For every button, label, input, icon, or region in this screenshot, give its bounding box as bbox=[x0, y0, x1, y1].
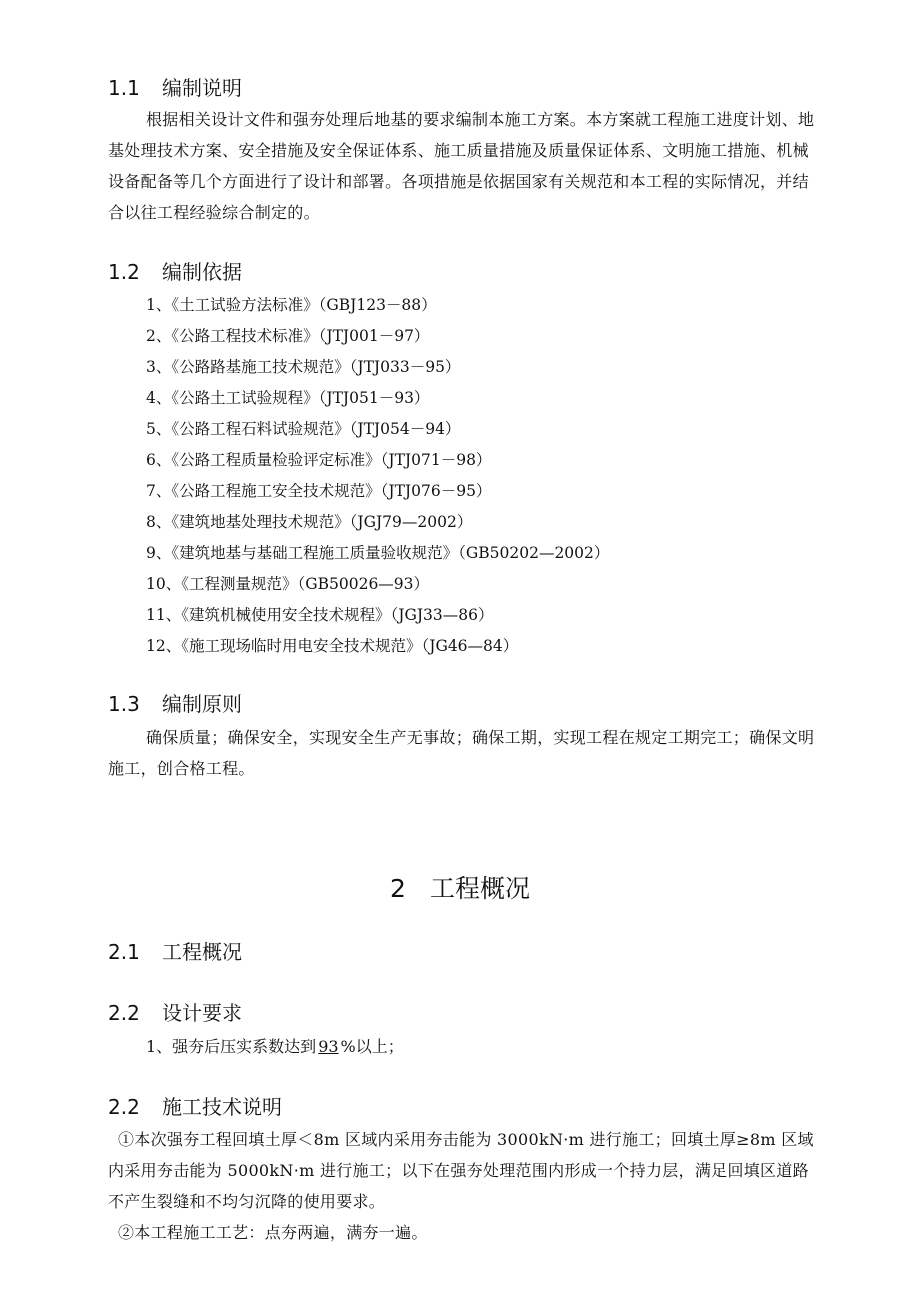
section-title: 编制依据 bbox=[162, 260, 242, 284]
design-requirement-item bbox=[146, 1031, 404, 1062]
section-heading-2-1 bbox=[108, 938, 242, 966]
reference-item: 9、《建筑地基与基础工程施工质量验收规范》（GB50202—2002） bbox=[146, 544, 610, 562]
chapter-heading-2 bbox=[0, 872, 920, 906]
reference-item: 5、《公路工程石料试验规范》（JTJ054－94） bbox=[146, 420, 461, 438]
section-title: 编制原则 bbox=[162, 692, 242, 716]
section-1-3-paragraph: 确保质量；确保安全，实现安全生产无事故；确保工期，实现工程在规定工期完工；确保文明施工，创合格工程。 bbox=[108, 728, 815, 778]
section-number: 2.1 bbox=[108, 940, 140, 964]
section-number: 2.2 bbox=[108, 1095, 140, 1119]
compaction-value: 93 bbox=[318, 1037, 339, 1056]
reference-list bbox=[146, 290, 609, 662]
section-number: 1.3 bbox=[108, 692, 140, 716]
section-title: 编制说明 bbox=[162, 76, 242, 100]
section-1-1-paragraph: 根据相关设计文件和强夯处理后地基的要求编制本施工方案。本方案就工程施工进度计划、地基处理技术方案、安全措施及安全保证体系、施工质量措施及质量保证体系、文明施工措施、机械设备配备等几个方面进行了设计和部署。各项措施是依据国家有关规范和本工程的实际情况，并结合以往工程经验综合制定的。 bbox=[108, 110, 815, 222]
reference-item: 8、《建筑地基处理技术规范》（JGJ79—2002） bbox=[146, 513, 473, 531]
reference-item: 10、《工程测量规范》（GB50026—93） bbox=[146, 575, 430, 593]
technical-paragraph-2: ②本工程施工工艺：点夯两遍，满夯一遍。 bbox=[118, 1223, 428, 1242]
section-title: 工程概况 bbox=[162, 940, 242, 964]
reference-item: 1、《土工试验方法标准》（GBJ123－88） bbox=[146, 296, 437, 314]
reference-item: 4、《公路土工试验规程》（JTJ051－93） bbox=[146, 389, 430, 407]
section-number: 1.1 bbox=[108, 76, 140, 100]
section-heading-2-2-technical bbox=[108, 1093, 282, 1121]
chapter-title: 工程概况 bbox=[429, 874, 530, 903]
requirement-suffix: %以上； bbox=[340, 1037, 404, 1056]
section-heading-1-1 bbox=[108, 74, 242, 102]
section-heading-1-2 bbox=[108, 258, 242, 286]
reference-item: 6、《公路工程质量检验评定标准》（JTJ071－98） bbox=[146, 451, 492, 469]
reference-item: 12、《施工现场临时用电安全技术规范》（JG46—84） bbox=[146, 637, 519, 655]
section-number: 2.2 bbox=[108, 1001, 140, 1025]
chapter-number: 2 bbox=[390, 874, 406, 903]
technical-paragraph-1: ①本次强夯工程回填土厚＜8m 区域内采用夯击能为 3000kN·m 进行施工；回填土厚≥8m 区域内采用夯击能为 5000kN·m 进行施工；以下在强夯处理范围内形成一个持力层，满足回填区道路不产生裂缝和不均匀沉降的使用要求。 bbox=[108, 1130, 814, 1211]
section-heading-1-3 bbox=[108, 690, 242, 718]
section-title: 施工技术说明 bbox=[162, 1095, 282, 1119]
reference-item: 11、《建筑机械使用安全技术规程》（JGJ33—86） bbox=[146, 606, 494, 624]
section-title: 设计要求 bbox=[162, 1001, 242, 1025]
section-number: 1.2 bbox=[108, 260, 140, 284]
reference-item: 2、《公路工程技术标准》（JTJ001－97） bbox=[146, 327, 430, 345]
requirement-prefix: 1、强夯后压实系数达到 bbox=[146, 1037, 317, 1056]
reference-item: 3、《公路路基施工技术规范》（JTJ033－95） bbox=[146, 358, 461, 376]
reference-item: 7、《公路工程施工安全技术规范》（JTJ076－95） bbox=[146, 482, 492, 500]
section-heading-2-2 bbox=[108, 999, 242, 1027]
